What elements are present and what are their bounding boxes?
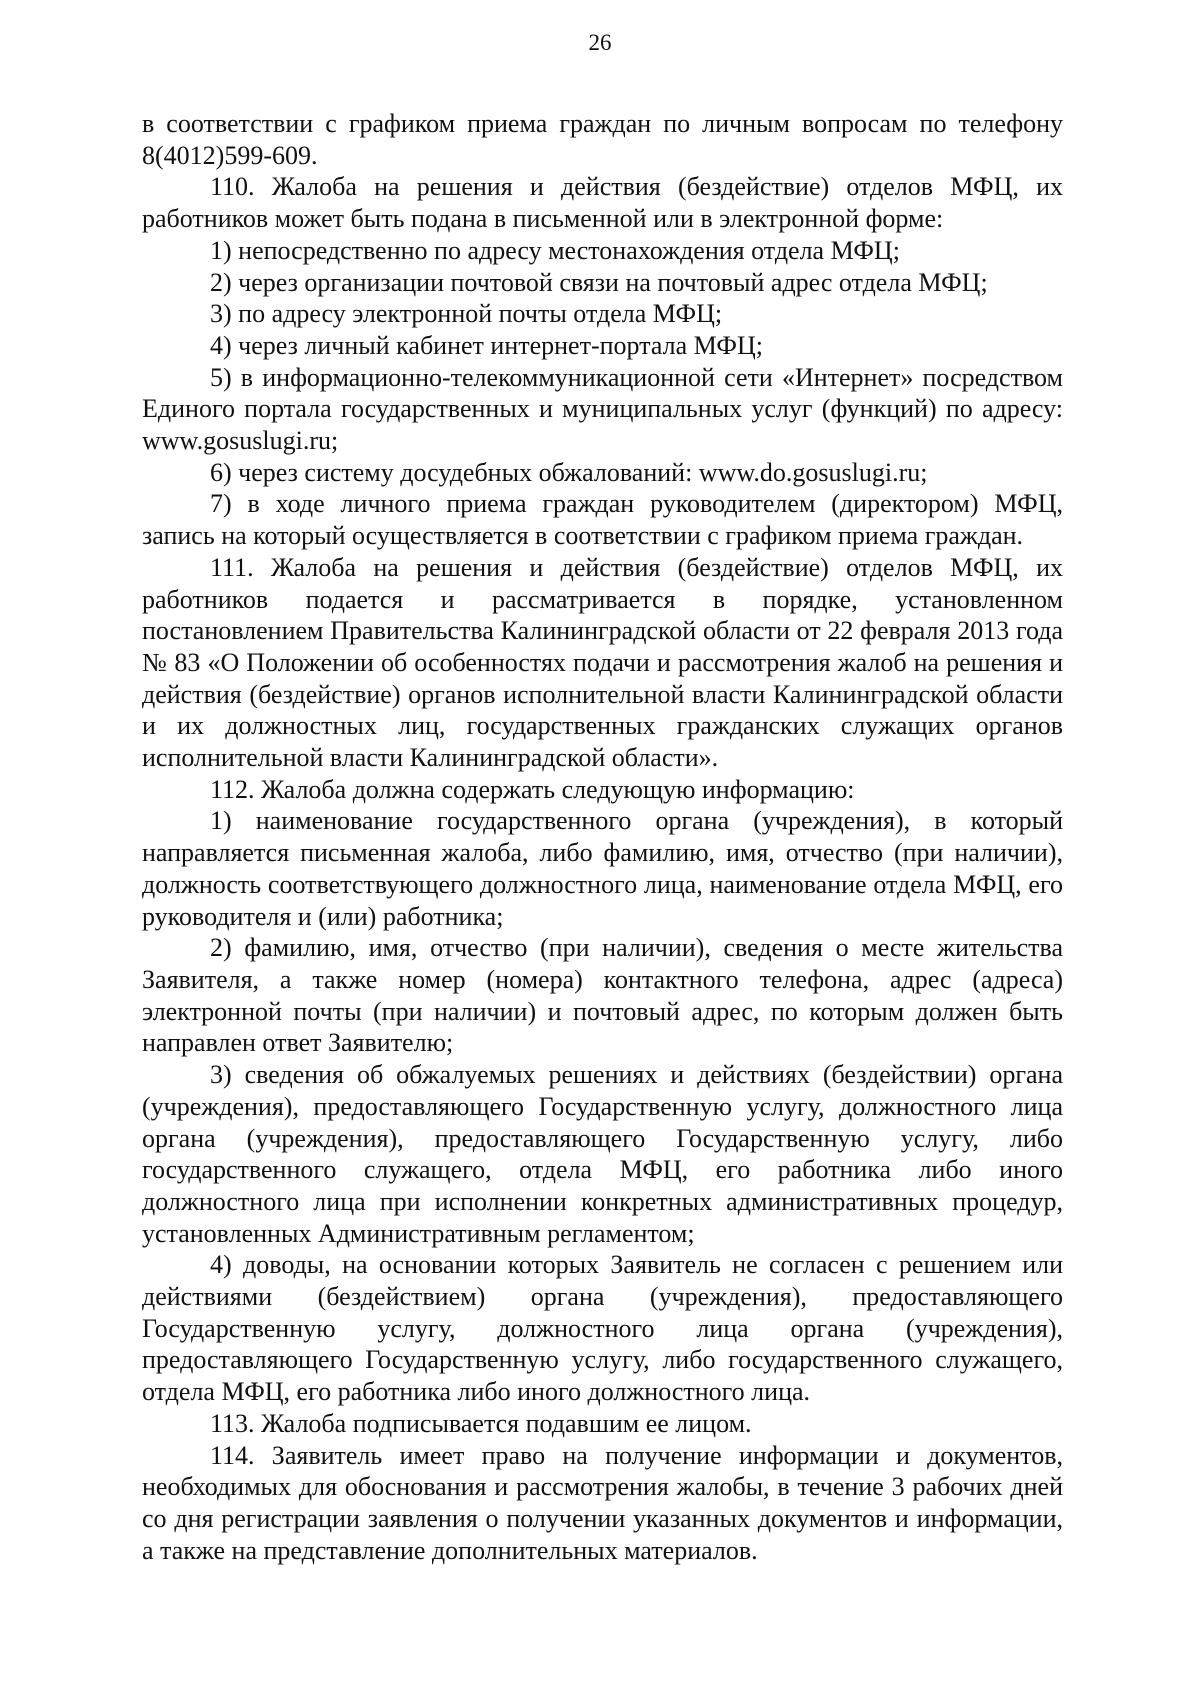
- paragraph-p110-2: 2) через организации почтовой связи на почтовый адрес отдела МФЦ;: [210, 267, 988, 297]
- paragraph-p110-6: 6) через систему досудебных обжалований: www.do.gosuslugi.ru;: [210, 457, 928, 487]
- paragraph-p110-1: 1) непосредственно по адресу местонахождения отдела МФЦ;: [210, 235, 900, 265]
- paragraph-p112-2: 2) фамилию, имя, отчество (при наличии), сведения о месте жительства Заявителя, а также номер (номера) контактного телефона, адрес (адреса) электронной почты (при наличии) и почтовый адрес, по которым должен быть направлен ответ Заявителю;: [142, 933, 1063, 1058]
- paragraph-p110-5: 5) в информационно-телекоммуникационной сети «Интернет» посредством Единого портала государственных и муниципальных услуг (функций) по адресу: www.gosuslugi.ru;: [142, 362, 1063, 456]
- body-text: [142, 108, 1063, 1566]
- paragraph-p110-3: 3) по адресу электронной почты отдела МФЦ;: [210, 299, 723, 329]
- paragraph-p112-3: 3) сведения об обжалуемых решениях и действиях (бездействии) органа (учреждения), предоставляющего Государственную услугу, должностного лица органа (учреждения), предоставляющего Государственную услугу, либо государственного служащего, отдела МФЦ, его работника либо иного должностного лица при исполнении конкретных административных процедур, установленных Административным регламентом;: [142, 1060, 1063, 1248]
- paragraph-p110-7: 7) в ходе личного приема граждан руководителем (директором) МФЦ, запись на который осуществляется в соответствии с графиком приема граждан.: [142, 489, 1063, 551]
- paragraph-p114: 114. Заявитель имеет право на получение информации и документов, необходимых для обоснования и рассмотрения жалобы, в течение 3 рабочих дней со дня регистрации заявления о получении указанных документов и информации, а также на представление дополнительных материалов.: [142, 1440, 1063, 1565]
- page-number: 26: [588, 30, 612, 55]
- paragraph-continuation: в соответствии с графиком приема граждан по личным вопросам по телефону 8(4012)599-609.: [142, 109, 1063, 170]
- paragraph-p112-4: 4) доводы, на основании которых Заявитель не согласен с решением или действиями (бездействием) органа (учреждения), предоставляющего Государственную услугу, должностного лица органа (учреждения), предоставляющего Государственную услугу, либо государственного служащего, отдела МФЦ, его работника либо иного должностного лица.: [142, 1250, 1063, 1407]
- paragraph-p110-4: 4) через личный кабинет интернет-портала МФЦ;: [210, 330, 763, 360]
- paragraph-p112: 112. Жалоба должна содержать следующую информацию:: [210, 774, 855, 804]
- paragraph-p111: 111. Жалоба на решения и действия (бездействие) отделов МФЦ, их работников подается и рассматривается в порядке, установленном постановлением Правительства Калининградской области от 22 февраля 2013 года № 83 «О Положении об особенностях подачи и рассмотрения жалоб на решения и действия (бездействие) органов исполнительной власти Калининградской области и их должностных лиц, государственных гражданских служащих органов исполнительной власти Калининградской области».: [142, 552, 1063, 773]
- paragraph-p113: 113. Жалоба подписывается подавшим ее лицом.: [210, 1408, 752, 1438]
- paragraph-p110: 110. Жалоба на решения и действия (бездействие) отделов МФЦ, их работников может быть подана в письменной или в электронной форме:: [142, 172, 1063, 234]
- paragraph-p112-1: 1) наименование государственного органа (учреждения), в который направляется письменная жалоба, либо фамилию, имя, отчество (при наличии), должность соответствующего должностного лица, наименование отдела МФЦ, его руководителя и (или) работника;: [142, 806, 1063, 931]
